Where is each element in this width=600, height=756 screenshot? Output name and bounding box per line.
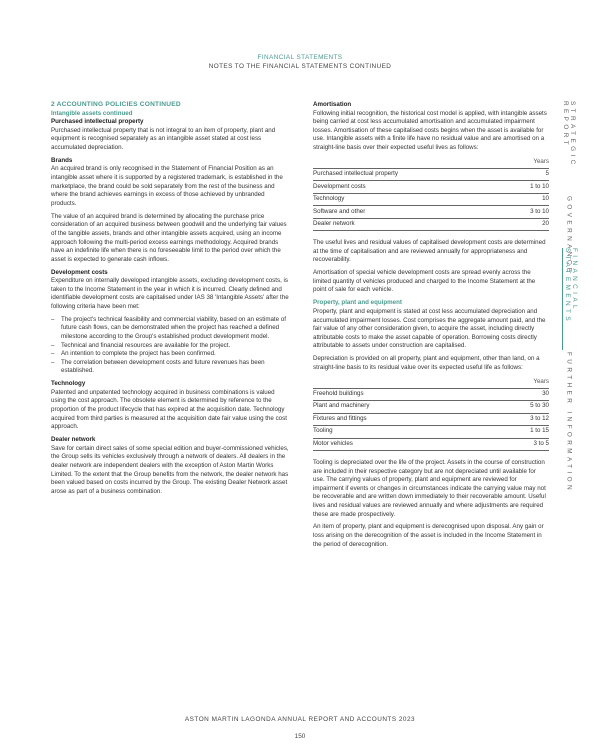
table-cell-value: 1 to 15 (490, 426, 549, 438)
bullet-text: The correlation between development costs and future revenues has been established. (61, 358, 265, 375)
footer-title: ASTON MARTIN LAGONDA ANNUAL REPORT AND ACCOUNTS 2023 (184, 716, 416, 723)
paragraph-purchased-ip: Purchased intellectual property that is not integral to an item of property, plant and equipment is recognised separately as an intangible asset stated at cost less accumulated depreciation. (51, 126, 276, 151)
section-header: FINANCIAL STATEMENTS (257, 54, 343, 61)
paragraph-technology: Patented and unpatented technology acquired in business combinations is valued using the cost approach. The obsolete element is determined by reference to the proportion of the product lifecycle that has expired at the acquisition date. Technology acquired from third parties is measured at the acquisition date fair value using the cost approach. (51, 388, 287, 431)
paragraph-ppe: Property, plant and equipment is stated at cost less accumulated depreciation and accumulated impairment losses. Cost comprises the aggregate amount paid, and the fair value of any other consideration given, to acquire the asset, including directly attributable costs to make the asset capable of operation. Borrowing costs directly attributable to assets under construction are capitalised. (313, 307, 546, 350)
bullet-text: The project's technical feasibility and commercial viability, based on an estimate of future cash flows, can be demonstrated when the project has reached a defined milestone according to the Group's established product development model. (61, 315, 286, 341)
paragraph-brands-1: An acquired brand is only recognised in the Statement of Financial Position as an intangible asset where it is supported by a registered trademark, is established in the marketplace, the brand could be sold separately from the rest of the business and where the brand achieves earnings in excess of those achieved by unbranded products. (51, 165, 283, 207)
paragraph-derecognition: An item of property, plant and equipment is derecognised upon disposal. Any gain or loss arising on the derecognition of the asset is included in the Income Statement in the period of derecognition. (313, 523, 544, 548)
bullet-item (51, 316, 289, 342)
table-row (313, 426, 549, 438)
heading-purchased-ip: Purchased intellectual property (51, 118, 144, 126)
table-header-row (313, 157, 549, 168)
heading-technology: Technology (51, 380, 86, 388)
table-cell-value: 3 to 5 (490, 438, 549, 450)
table-cell-label: Motor vehicles (313, 438, 490, 450)
paragraph-development-costs: Expenditure on internally developed intangible assets, excluding development costs, is taken to the Income Statement in the year in which it is incurred. Clearly defined and identifiable development costs are capitalised under IAS 38 'Intangible Assets' after the following criteria have been met: (51, 277, 289, 310)
heading-amortisation: Amortisation (313, 101, 352, 108)
table-cell-label: Technology (313, 193, 506, 205)
note-subtitle: Intangible assets continued (51, 109, 133, 117)
bullet-text: Technical and financial resources are available for the project. (61, 341, 231, 349)
table-row (313, 206, 549, 218)
bullet-text: An intention to complete the project has been confirmed. (61, 350, 216, 358)
paragraph-useful-lives-review: The useful lives and residual values of capitalised development costs are determined at the time of capitalisation and are reviewed annually for appropriateness and recoverability. (313, 239, 546, 264)
table-row (313, 218, 549, 230)
side-nav-governance[interactable]: GOVERNANCE (565, 196, 573, 276)
depreciation-table (313, 377, 549, 451)
table-cell-value: 30 (490, 388, 549, 400)
bullet-item (51, 342, 289, 351)
paragraph-dealer-network: Save for certain direct sales of some special edition and buyer-commissioned vehicles, the Group sells its vehicles exclusively through a network of dealers. All dealers in the dealer network are independent dealers with the exception of Aston Martin Works Limited. To the extent that the Group benefits from the network, the dealer network has been valued based on costs incurred by the Group. The existing Dealer Network asset arose as part of a business combination. (51, 444, 289, 495)
side-nav-further-information[interactable]: FURTHER INFORMATION (565, 352, 573, 494)
table-header-row (313, 377, 549, 388)
bullet-item (51, 350, 289, 359)
heading-brands: Brands (51, 156, 73, 164)
paragraph-brands-2: The value of an acquired brand is determined by allocating the purchase price consideration of an acquired business between goodwill and the underlying fair values of the tangible assets, brands and other intangible assets acquired, using an income approach following the multi-period excess earnings methodology. Acquired brands have an indefinite life when there is no foreseeable limit to the period over which the asset is expected to generate cash inflows. (51, 212, 287, 263)
heading-dealer-network: Dealer network (51, 436, 96, 444)
table-cell-value: 3 to 12 (490, 413, 549, 425)
note-title: 2 ACCOUNTING POLICIES CONTINUED (51, 101, 181, 108)
table-row (313, 413, 549, 425)
table-cell-label: Purchased intellectual property (313, 168, 506, 180)
heading-development-costs: Development costs (51, 268, 108, 276)
side-nav-financial-statements[interactable]: FINANCIAL STATEMENTS (562, 248, 579, 350)
paragraph-tooling: Tooling is depreciated over the life of the project. Assets in the course of construction are included in their respective category but are not depreciated until available for use. The carrying values of property, plant and equipment are reviewed for impairment if events or changes in circumstances indicate the carrying value may not be recoverable and are written down immediately to their recoverable amount. Useful lives and residual values are reviewed annually and where adjustments are required these are made prospectively. (313, 458, 546, 518)
heading-ppe: Property, plant and equipment (313, 299, 402, 307)
side-nav-strategic-report[interactable]: STRATEGIC REPORT (562, 101, 576, 168)
table-cell-label: Dealer network (313, 218, 506, 230)
table-cell-value: 20 (506, 218, 549, 230)
table-row (313, 181, 549, 193)
bullet-dash: – (51, 341, 55, 349)
bullet-dash: – (51, 315, 55, 323)
paragraph-special-vehicle: Amortisation of special vehicle development costs are spread evenly across the limited quantity of vehicles produced and charged to the Income Statement at the point of sale for each vehicle. (313, 269, 536, 294)
paragraph-depreciation: Depreciation is provided on all property, plant and equipment, other than land, on a straight-line basis to its residual value over its expected useful life as follows: (313, 355, 540, 371)
table-cell-value: 5 to 30 (490, 401, 549, 413)
bullet-dash: – (51, 358, 55, 366)
table-row (313, 193, 549, 205)
page-number: 150 (294, 733, 306, 740)
right-column (313, 101, 549, 549)
table-cell-label: Tooling (313, 426, 490, 438)
table-row (313, 438, 549, 450)
table-cell-label: Software and other (313, 206, 506, 218)
bullet-item (51, 359, 289, 376)
table-row (313, 388, 549, 400)
subsection-header: NOTES TO THE FINANCIAL STATEMENTS CONTINUED (208, 63, 392, 70)
table-row (313, 401, 549, 413)
table-cell-value: 3 to 10 (506, 206, 549, 218)
table-header-years: Years (490, 377, 549, 388)
table-cell-label: Plant and machinery (313, 401, 490, 413)
table-row (313, 168, 549, 180)
table-cell-label: Development costs (313, 181, 506, 193)
table-header-years: Years (506, 157, 549, 168)
table-cell-label: Fixtures and fittings (313, 413, 490, 425)
table-cell-value: 1 to 10 (506, 181, 549, 193)
bullet-dash: – (51, 350, 55, 358)
table-cell-value: 10 (506, 193, 549, 205)
paragraph-amortisation: Following initial recognition, the historical cost model is applied, with intangible assets being carried at cost less accumulated amortisation and accumulated impairment losses. Amortisation of these capitalised costs begins when the asset is available for use. Intangible assets with a finite life have no residual value and are amortised on a straight-line basis over their expected useful lives as follows: (313, 109, 547, 151)
table-cell-value: 5 (506, 168, 549, 180)
table-cell-label: Freehold buildings (313, 388, 490, 400)
amortisation-table (313, 157, 549, 231)
left-column (51, 101, 289, 496)
